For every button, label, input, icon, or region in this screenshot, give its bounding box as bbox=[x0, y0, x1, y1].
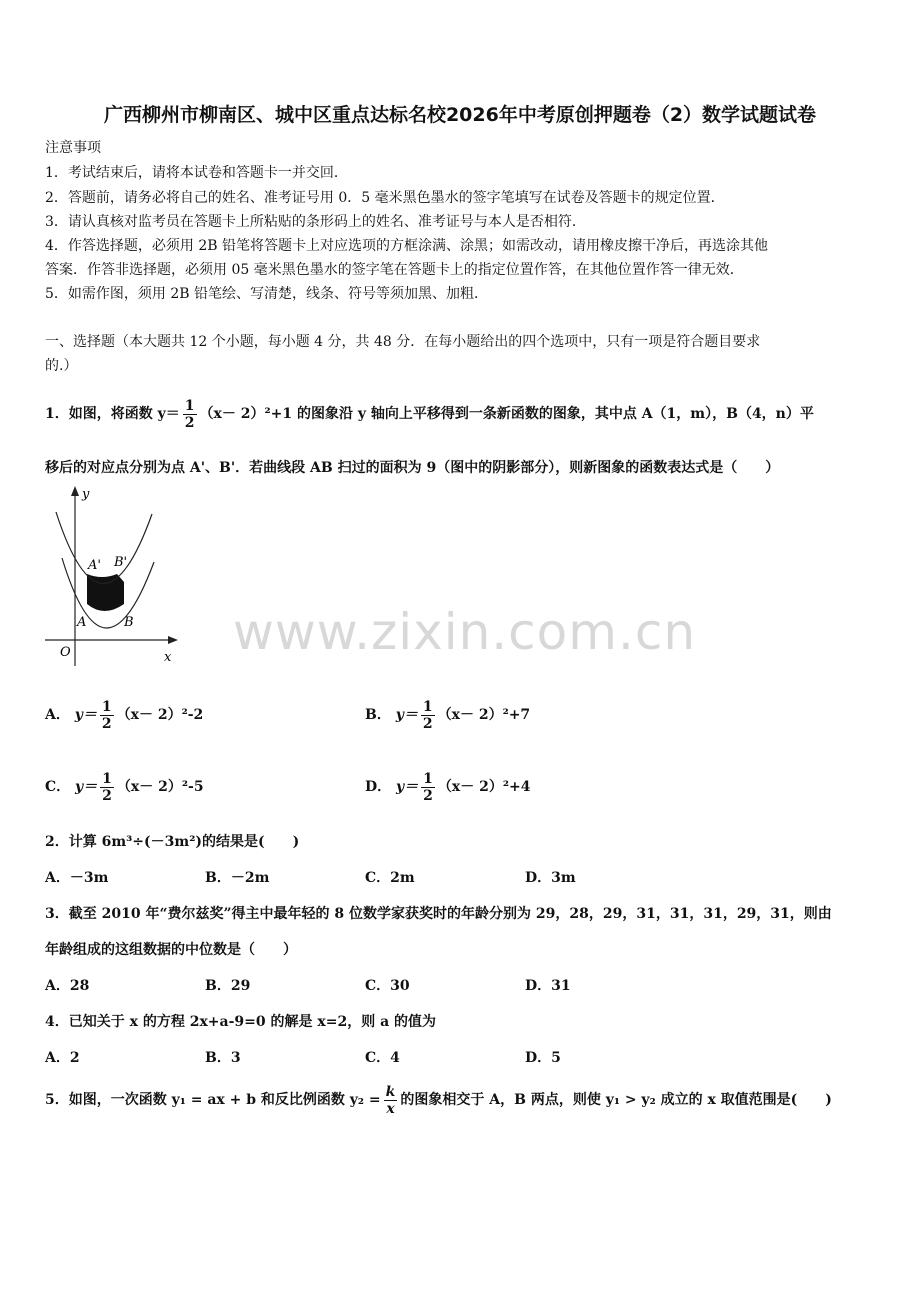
notice-heading: 注意事项 bbox=[45, 140, 101, 156]
question-3-stem: 3．截至 2010 年“费尔兹奖”得主中最年轻的 8 位数学家获奖时的年龄分别为 29，28，29，31，31，31，29，31，则由 bbox=[45, 906, 832, 922]
question-4-stem: 4．已知关于 x 的方程 2x+a-9=0 的解是 x=2，则 a 的值为 bbox=[45, 1014, 437, 1030]
point-b-label: B bbox=[124, 615, 134, 630]
q4-option-a[interactable]: A．2 bbox=[45, 1050, 80, 1066]
q2-option-a[interactable]: A．－3m bbox=[45, 870, 109, 886]
watermark: www.zixin.com.cn bbox=[233, 603, 697, 661]
notice-item: 5．如需作图，须用 2B 铅笔绘、写清楚，线条、符号等须加黑、加粗． bbox=[45, 286, 489, 302]
question-1-stem-cont: 移后的对应点分别为点 A'、B'．若曲线段 AB 扫过的面积为 9（图中的阴影部分），则新图象的函数表达式是（ ） bbox=[45, 460, 780, 476]
question-1-stem: 1．如图，将函数 y＝ $\frac{1}{2}$ （x－ 2）²+1 的图象沿 y 轴向上平移得到一条新函数的图象，其中点 A（1，m），B（4，n）平 bbox=[45, 397, 814, 431]
upper-parabola bbox=[56, 512, 152, 584]
notice-item: 2．答题前，请务必将自己的姓名、准考证号用 0．5 毫米黑色墨水的签字笔填写在试卷及答题卡的规定位置． bbox=[45, 190, 725, 206]
section-heading: 一、选择题（本大题共 12 个小题，每小题 4 分，共 48 分．在每小题给出的四个选项中，只有一项是符合题目要求 bbox=[45, 334, 761, 350]
y-axis-label: y bbox=[82, 487, 90, 502]
x-axis-label: x bbox=[164, 650, 172, 665]
q3-option-c[interactable]: C．30 bbox=[365, 978, 410, 994]
q2-option-c[interactable]: C．2m bbox=[365, 870, 415, 886]
question-3-stem-cont: 年龄组成的这组数据的中位数是（ ） bbox=[45, 942, 297, 958]
section-heading-cont: 的.） bbox=[45, 358, 78, 374]
origin-label: O bbox=[60, 645, 71, 660]
parabola-figure bbox=[42, 484, 182, 670]
notice-item: 1．考试结束后，请将本试卷和答题卡一并交回． bbox=[45, 165, 348, 181]
q4-option-b[interactable]: B．3 bbox=[205, 1050, 241, 1066]
point-a-prime-label: A' bbox=[88, 558, 101, 573]
q4-option-d[interactable]: D．5 bbox=[525, 1050, 561, 1066]
y-axis-arrow bbox=[71, 486, 79, 496]
q1-option-b[interactable]: B． y＝ $\frac{1}{2}$ （x－ 2）²+7 bbox=[365, 698, 531, 732]
q1-option-d[interactable]: D． y＝ $\frac{1}{2}$ （x－ 2）²+4 bbox=[365, 770, 531, 804]
page-title: 广西柳州市柳南区、城中区重点达标名校2026年中考原创押题卷（2）数学试题试卷 bbox=[103, 104, 817, 126]
x-axis-arrow bbox=[168, 636, 178, 644]
notice-item: 答案．作答非选择题，必须用 05 毫米黑色墨水的签字笔在答题卡上的指定位置作答，在其他位置作答一律无效． bbox=[45, 262, 744, 278]
q2-option-b[interactable]: B．－2m bbox=[205, 870, 270, 886]
question-5-stem: 5．如图，一次函数 y₁ = ax + b 和反比例函数 y₂ = $\frac{k}{x}$ 的图象相交于 A，B 两点，则使 y₁ > y₂ 成立的 x 取值范围是( ) bbox=[45, 1083, 832, 1117]
q3-option-a[interactable]: A．28 bbox=[45, 978, 90, 994]
point-a-label: A bbox=[77, 615, 87, 630]
notice-item: 3．请认真核对监考员在答题卡上所粘贴的条形码上的姓名、准考证号与本人是否相符． bbox=[45, 214, 586, 230]
notice-item: 4．作答选择题，必须用 2B 铅笔将答题卡上对应选项的方框涂满、涂黑；如需改动，请用橡皮擦干净后，再选涂其他 bbox=[45, 238, 768, 254]
q3-option-b[interactable]: B．29 bbox=[205, 978, 251, 994]
q1-option-c[interactable]: C． y＝ $\frac{1}{2}$ （x－ 2）²-5 bbox=[45, 770, 204, 804]
q3-option-d[interactable]: D．31 bbox=[525, 978, 571, 994]
q4-option-c[interactable]: C．4 bbox=[365, 1050, 400, 1066]
q2-option-d[interactable]: D．3m bbox=[525, 870, 576, 886]
question-2-stem: 2．计算 6m³÷(－3m²)的结果是( ) bbox=[45, 834, 300, 850]
point-b-prime-label: B' bbox=[114, 555, 128, 570]
q1-option-a[interactable]: A． y＝ $\frac{1}{2}$ （x－ 2）²-2 bbox=[45, 698, 204, 732]
